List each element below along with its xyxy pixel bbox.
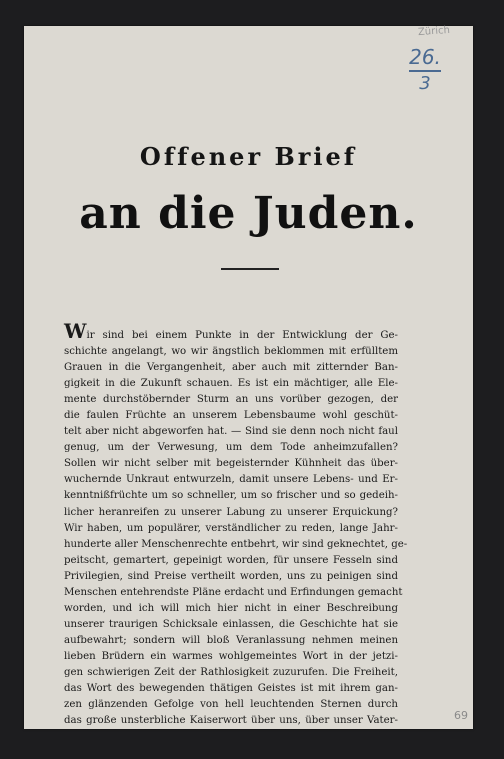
body-line: unserer traurigen Schicksale einlassen, die Geschichte hat sie [64, 618, 398, 630]
title-line-2: an die Juden. [79, 188, 418, 239]
body-line: gigkeit in die Zukunft schauen. Es ist ein mächtiger, alle Ele- [64, 378, 398, 390]
body-line: aufbewahrt; sondern will bloß Veranlassung nehmen meinen [64, 634, 398, 646]
body-line: das Wort des bewegenden thätigen Geistes ist mit ihrem gan- [64, 683, 398, 695]
body-line: worden, und ich will mich hier nicht in einer Beschreibung [64, 602, 398, 614]
body-line: peitscht, gemartert, gepeinigt worden, für unsere Fesseln sind [64, 554, 398, 566]
body-line: zen glänzenden Gefolge von hell leuchtenden Sternen durch [64, 699, 398, 711]
body-line: kenntnißfrüchte um so schneller, um so frischer und so gedeih- [64, 490, 398, 502]
body-line: lieben Brüdern ein warmes wohlgemeintes Wort in der jetzi- [64, 650, 398, 662]
title-rule [221, 268, 279, 270]
body-line: schichte angelangt, wo wir ängstlich beklommen mit erfülltem [64, 346, 398, 358]
title-line-1: Offener Brief [139, 142, 358, 171]
body-line: Wir haben, um populärer, verständlicher zu reden, lange Jahr- [64, 522, 398, 534]
shelf-mark-sub: 3 [419, 73, 431, 94]
body-line: licher heranreifen zu unserer Labung zu unserer Erquickung? [64, 506, 398, 518]
corner-page-number: 69 [454, 709, 468, 722]
archive-pencil-note: Zürich [417, 24, 451, 39]
body-line: Privilegien, sind Preise vertheilt worden, uns zu peinigen sind [64, 570, 398, 582]
body-line: genug, um der Verwesung, um dem Tode anheimzufallen? [64, 442, 398, 454]
shelf-mark-divider [409, 70, 441, 72]
body-line: Menschen entehrendste Pläne erdacht und Erfindungen gemacht [64, 586, 403, 598]
body-line: gen schwierigen Zeit der Rathlosigkeit zuzurufen. Die Freiheit, [64, 666, 398, 678]
body-line: Grauen in die Vergangenheit, aber auch mit zitternder Ban- [64, 362, 398, 374]
body-line: Wir sind bei einem Punkte in der Entwicklung der Ge- [64, 319, 398, 343]
shelf-mark [405, 46, 445, 94]
body-line: telt aber nicht abgeworfen hat. — Sind sie denn noch nicht faul [64, 426, 398, 438]
shelf-mark-number: 26. [409, 45, 441, 69]
letter-body [64, 319, 408, 729]
body-line: Sollen wir nicht selber mit begeisternder Kühnheit das über- [64, 458, 398, 470]
body-line: wuchernde Unkraut entwurzeln, damit unsere Lebens- und Er- [64, 474, 398, 486]
body-line: das große unsterbliche Kaiserwort über uns, über unser Vater- [64, 715, 398, 727]
body-line: hunderte aller Menschenrechte entbehrt, wir sind geknechtet, ge- [64, 538, 408, 550]
body-line: die faulen Früchte an unserem Lebensbaume wohl geschüt- [64, 410, 398, 422]
body-line: mente durchstöbernder Sturm an uns vorüber gezogen, der [64, 394, 398, 406]
